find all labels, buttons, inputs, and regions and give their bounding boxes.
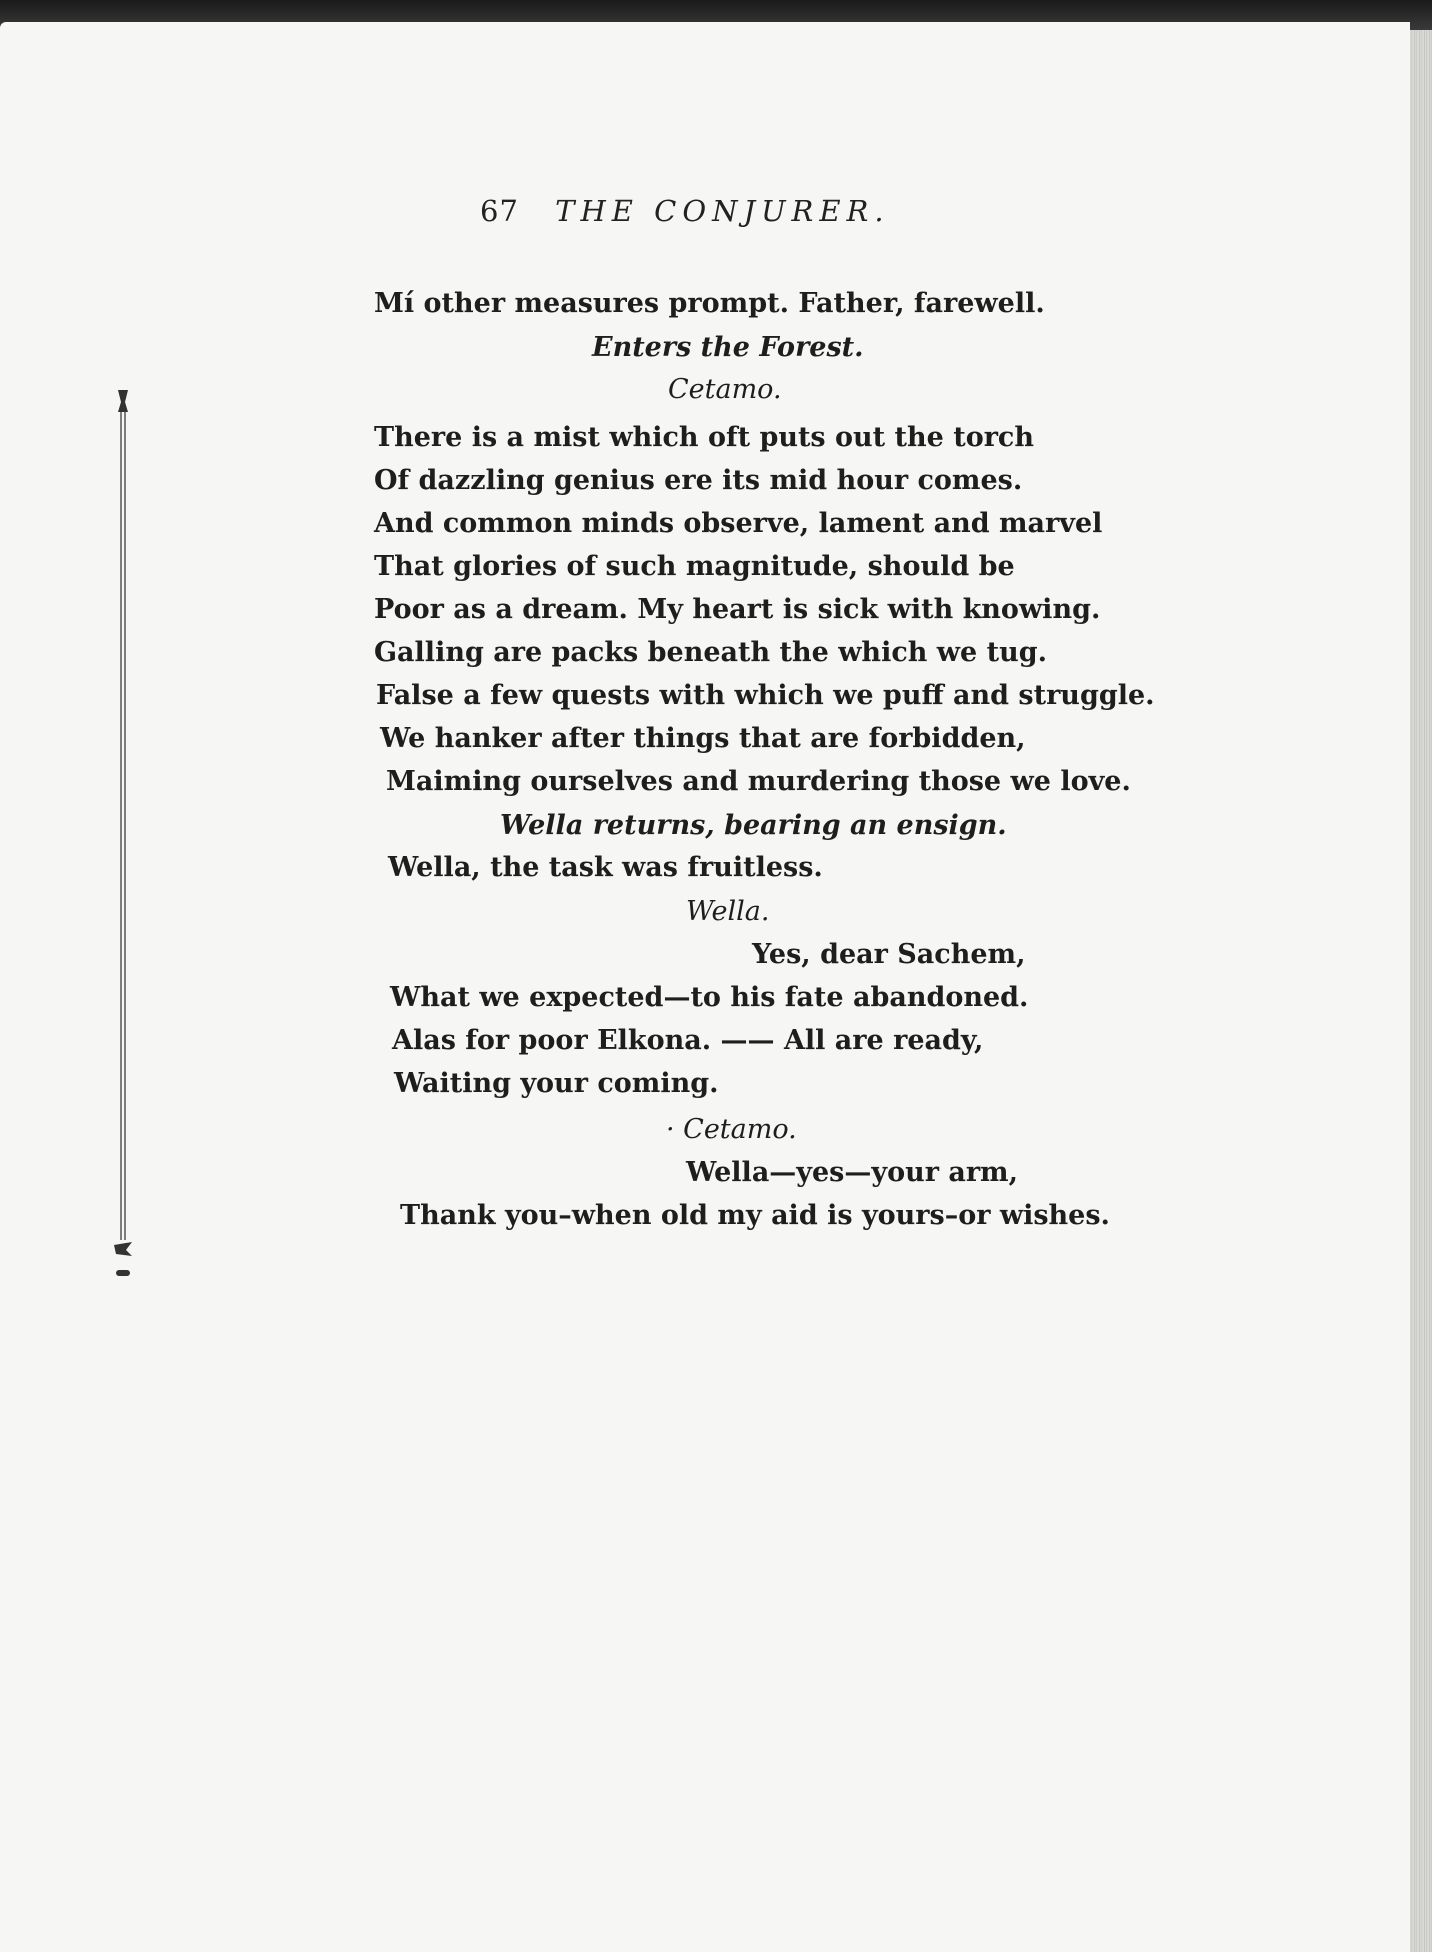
verse-line-7: Galling are packs beneath the which we tug. <box>374 637 1047 668</box>
verse-line-10: Maiming ourselves and murdering those we love. <box>386 766 1131 797</box>
margin-rule-ornament <box>112 390 134 1290</box>
verse-line-4: And common minds observe, lament and marvel <box>374 508 1103 539</box>
verse-line-8: False a few quests with which we puff and struggle. <box>376 680 1155 711</box>
page-header <box>480 194 890 228</box>
verse-line-11: Wella, the task was fruitless. <box>388 852 823 883</box>
running-title: THE CONJURER. <box>555 194 890 228</box>
verse-line-16: Wella—yes—your arm, <box>686 1157 1019 1188</box>
verse-line-17: Thank you–when old my aid is yours–or wishes. <box>400 1200 1110 1231</box>
stage-direction-wella-returns: Wella returns, bearing an ensign. <box>500 810 1007 841</box>
verse-line-14: Alas for poor Elkona. —— All are ready, <box>392 1025 984 1056</box>
verse-line-1: Mí other measures prompt. Father, farewell. <box>374 288 1045 319</box>
speaker-cetamo: Cetamo. <box>668 374 782 405</box>
page-number: 67 <box>480 194 519 228</box>
speaker-wella: Wella. <box>686 896 770 927</box>
verse-line-5: That glories of such magnitude, should be <box>374 551 1015 582</box>
stage-direction-enters-forest: Enters the Forest. <box>592 332 864 363</box>
page-edge <box>1410 30 1432 1952</box>
verse-line-2: There is a mist which oft puts out the torch <box>374 422 1034 453</box>
verse-line-13: What we expected—to his fate abandoned. <box>390 982 1029 1013</box>
verse-line-15: Waiting your coming. <box>394 1068 719 1099</box>
verse-line-6: Poor as a dream. My heart is sick with knowing. <box>374 594 1101 625</box>
speaker-cetamo-2: · Cetamo. <box>666 1114 797 1145</box>
verse-line-3: Of dazzling genius ere its mid hour comes. <box>374 465 1023 496</box>
verse-line-9: We hanker after things that are forbidden, <box>380 723 1026 754</box>
verse-line-12: Yes, dear Sachem, <box>752 939 1026 970</box>
